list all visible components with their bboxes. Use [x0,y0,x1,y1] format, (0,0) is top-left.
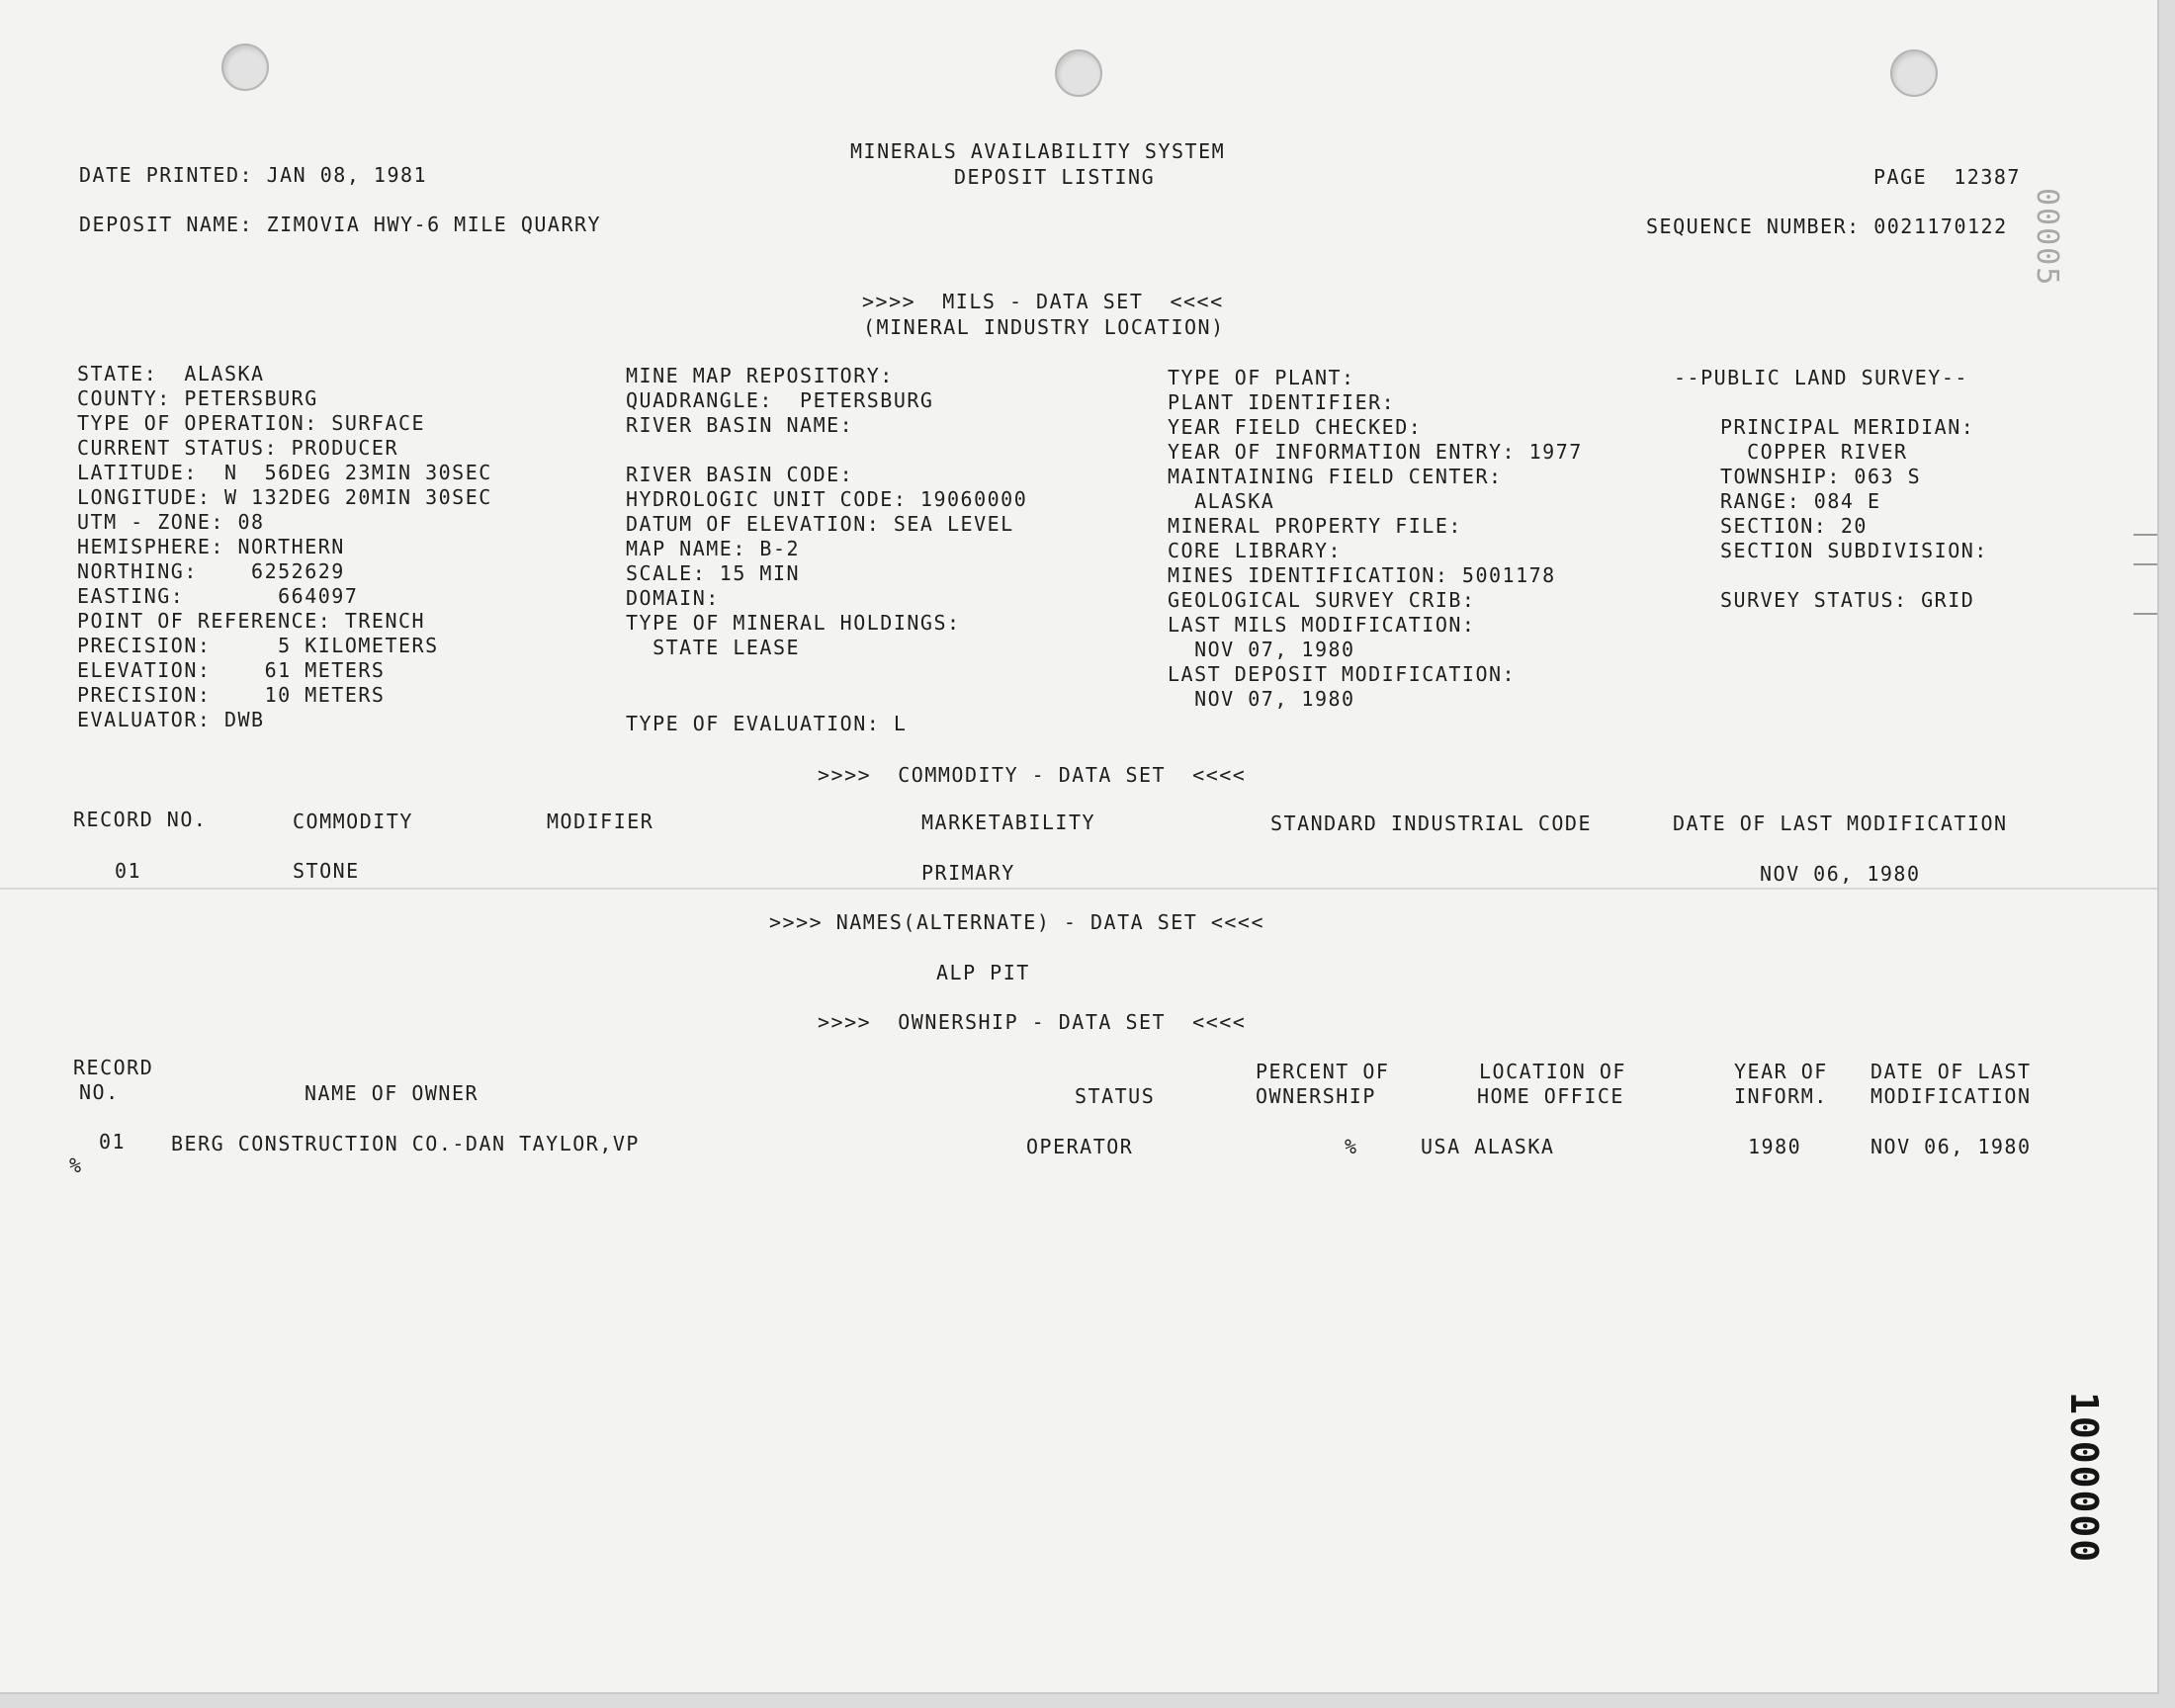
ownership-footnote: % [69,1153,83,1177]
mils-field: EASTING: 664097 [77,584,359,608]
commodity-header-date-mod: DATE OF LAST MODIFICATION [1673,811,2008,835]
scan-mark [2133,563,2157,565]
ownership-header-record: NO. [79,1080,120,1104]
mils-field: PLANT IDENTIFIER: [1168,390,1396,414]
mils-field: RIVER BASIN NAME: [626,413,854,437]
mils-field: LAST MILS MODIFICATION: [1168,613,1476,637]
commodity-cell-marketability: PRIMARY [921,861,1015,885]
mils-subheading: (MINERAL INDUSTRY LOCATION) [863,315,1225,339]
alternate-name: ALP PIT [936,961,1030,984]
mils-field: PRINCIPAL MERIDIAN: [1720,415,1975,439]
ownership-header-percent: PERCENT OF [1256,1060,1390,1083]
mils-field: PRECISION: 5 KILOMETERS [77,634,439,657]
mils-field: NOV 07, 1980 [1168,638,1355,661]
deposit-name: DEPOSIT NAME: ZIMOVIA HWY-6 MILE QUARRY [79,213,602,236]
mils-field: RIVER BASIN CODE: [626,463,854,486]
mils-field: RANGE: 084 E [1720,489,1881,513]
scan-mark [2133,613,2157,615]
mils-field: TOWNSHIP: 063 S [1720,465,1922,488]
mils-field: TYPE OF OPERATION: SURFACE [77,411,426,435]
punch-hole-left [221,43,269,91]
ownership-cell-location: USA ALASKA [1421,1135,1555,1158]
mils-field: PRECISION: 10 METERS [77,683,386,707]
mils-field: HEMISPHERE: NORTHERN [77,535,345,558]
mils-field: UTM - ZONE: 08 [77,510,265,534]
punch-hole-right [1890,49,1938,97]
mils-field: SECTION SUBDIVISION: [1720,539,1988,562]
mils-field: MAP NAME: B-2 [626,537,801,560]
mils-field: MINES IDENTIFICATION: 5001178 [1168,563,1556,587]
land-survey-heading: --PUBLIC LAND SURVEY-- [1674,366,1968,389]
ownership-cell-date: NOV 06, 1980 [1870,1135,2032,1158]
commodity-header-sic: STANDARD INDUSTRIAL CODE [1270,811,1592,835]
mils-field: TYPE OF PLANT: [1168,366,1355,389]
mils-field: CORE LIBRARY: [1168,539,1343,562]
stamp-top-right: 00005 [2030,188,2064,288]
commodity-header-modifier: MODIFIER [547,810,654,833]
mils-field: LONGITUDE: W 132DEG 20MIN 30SEC [77,485,492,509]
commodity-cell-date-mod: NOV 06, 1980 [1760,862,1921,886]
mils-field: QUADRANGLE: PETERSBURG [626,388,934,412]
mils-field: MINE MAP REPOSITORY: [626,364,894,387]
mils-field: MAINTAINING FIELD CENTER: [1168,465,1503,488]
date-printed: DATE PRINTED: JAN 08, 1981 [79,163,428,187]
page-number: PAGE 12387 [1873,165,2021,189]
commodity-cell-commodity: STONE [293,859,360,883]
ownership-cell-record-no: 01 [99,1130,127,1153]
commodity-cell-record-no: 01 [115,859,142,883]
punch-hole-center [1055,49,1102,97]
mils-field: CURRENT STATUS: PRODUCER [77,436,398,460]
mils-field: NOV 07, 1980 [1168,687,1355,711]
mils-field: LAST DEPOSIT MODIFICATION: [1168,662,1517,686]
listing-title: DEPOSIT LISTING [954,165,1156,189]
ownership-header-location: LOCATION OF [1479,1060,1626,1083]
mils-field: SCALE: 15 MIN [626,561,801,585]
mils-field: LATITUDE: N 56DEG 23MIN 30SEC [77,461,492,484]
mils-field: DOMAIN: [626,586,720,610]
commodity-heading: >>>> COMMODITY - DATA SET <<<< [818,763,1247,787]
ownership-cell-name: BERG CONSTRUCTION CO.-DAN TAYLOR,VP [171,1132,640,1155]
mils-field: COUNTY: PETERSBURG [77,386,318,410]
ownership-header-name: NAME OF OWNER [304,1081,479,1105]
ownership-cell-percent: % [1345,1135,1358,1158]
sequence-number: SEQUENCE NUMBER: 0021170122 [1646,214,2008,238]
mils-field: GEOLOGICAL SURVEY CRIB: [1168,588,1476,612]
mils-field: TYPE OF EVALUATION: L [626,712,908,735]
ownership-cell-year: 1980 [1748,1135,1802,1158]
commodity-header-commodity: COMMODITY [293,810,413,833]
mils-field: ALASKA [1168,489,1275,513]
mils-field: STATE LEASE [626,636,801,659]
mils-field: EVALUATOR: DWB [77,708,265,731]
ownership-header-date: MODIFICATION [1870,1084,2032,1108]
ownership-header-record: RECORD [73,1056,154,1079]
mils-heading: >>>> MILS - DATA SET <<<< [862,290,1224,313]
mils-field: NORTHING: 6252629 [77,559,345,583]
ownership-header-year: INFORM. [1734,1084,1828,1108]
names-heading: >>>> NAMES(ALTERNATE) - DATA SET <<<< [769,910,1265,934]
mils-field: SECTION: 20 [1720,514,1868,538]
commodity-header-marketability: MARKETABILITY [921,811,1096,834]
mils-field: HYDROLOGIC UNIT CODE: 19060000 [626,487,1028,511]
mils-field: POINT OF REFERENCE: TRENCH [77,609,426,633]
mils-field: DATUM OF ELEVATION: SEA LEVEL [626,512,1014,536]
mils-field: SURVEY STATUS: GRID [1720,588,1975,612]
mils-field: YEAR OF INFORMATION ENTRY: 1977 [1168,440,1583,464]
system-title: MINERALS AVAILABILITY SYSTEM [850,139,1226,163]
ownership-cell-status: OPERATOR [1026,1135,1134,1158]
ownership-header-status: STATUS [1075,1084,1156,1108]
mils-field: YEAR FIELD CHECKED: [1168,415,1423,439]
stamp-bottom-right: 1000000 [2062,1392,2106,1565]
mils-field: TYPE OF MINERAL HOLDINGS: [626,611,961,635]
fold-line [0,888,2157,890]
ownership-heading: >>>> OWNERSHIP - DATA SET <<<< [818,1010,1247,1034]
mils-field: MINERAL PROPERTY FILE: [1168,514,1462,538]
ownership-header-year: YEAR OF [1734,1060,1828,1083]
ownership-header-date: DATE OF LAST [1870,1060,2032,1083]
mils-field: COPPER RIVER [1720,440,1908,464]
ownership-header-percent: OWNERSHIP [1256,1084,1376,1108]
ownership-header-location: HOME OFFICE [1477,1084,1624,1108]
commodity-header-record-no: RECORD NO. [73,808,208,831]
mils-field: STATE: ALASKA [77,362,265,385]
mils-field: ELEVATION: 61 METERS [77,658,386,682]
scan-mark [2133,534,2157,536]
